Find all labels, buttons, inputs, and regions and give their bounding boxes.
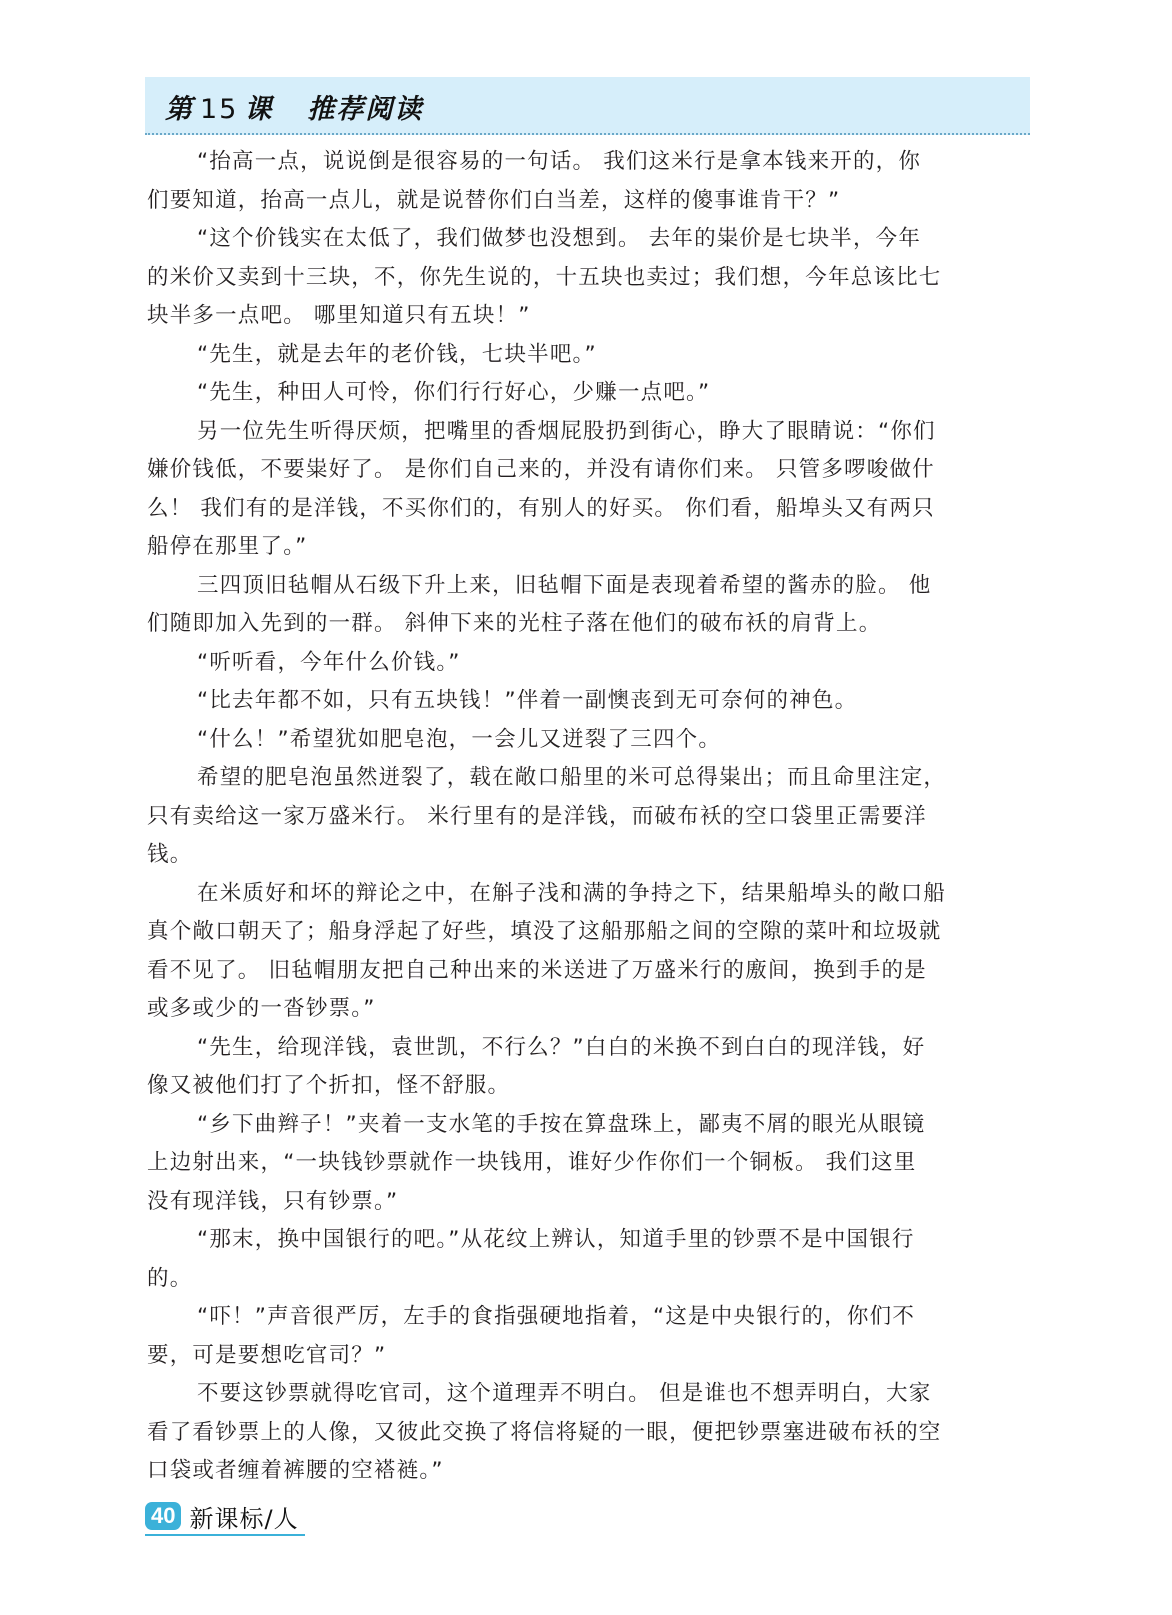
text-line: “比去年都不如，只有五块钱！”伴着一副懊丧到无可奈何的神色。 <box>197 688 858 713</box>
text-line: “抬高一点，说说倒是很容易的一句话。 我们这米行是拿本钱来开的，你 <box>197 149 922 174</box>
lesson-number: 15 <box>200 94 239 125</box>
lesson-title <box>165 87 423 126</box>
text-line: 块半多一点吧。 哪里知道只有五块！” <box>147 303 531 328</box>
book-label: 新课标/人 <box>189 1504 299 1533</box>
text-line: 或多或少的一沓钞票。” <box>147 996 376 1021</box>
text-line: 口袋或者缠着裤腰的空褡裢。” <box>147 1458 444 1483</box>
text-line: 像又被他们打了个折扣，怪不舒服。 <box>147 1073 511 1098</box>
text-line: “什么！”希望犹如肥皂泡，一会儿又迸裂了三四个。 <box>197 726 722 752</box>
reading-text <box>147 143 1032 1491</box>
text-line: 另一位先生听得厌烦，把嘴里的香烟屁股扔到街心，睁大了眼睛说：“你们 <box>197 418 936 444</box>
section-title: 推荐阅读 <box>307 94 424 125</box>
text-line: “那末，换中国银行的吧。”从花纹上辨认，知道手里的钞票不是中国银行 <box>197 1227 915 1252</box>
text-line: 三四顶旧毡帽从石级下升上来，旧毡帽下面是表现着希望的酱赤的脸。 他 <box>197 572 932 598</box>
lesson-prefix: 第 <box>165 94 194 125</box>
text-line: 没有现洋钱，只有钞票。” <box>147 1188 399 1214</box>
text-line: 的。 <box>147 1265 193 1291</box>
text-line: 船停在那里了。” <box>147 534 308 559</box>
text-line: “听听看，今年什么价钱。” <box>197 649 461 675</box>
text-line: “吓！”声音很严厉，左手的食指强硬地指着，“这是中央银行的，你们不 <box>197 1304 916 1329</box>
text-line: “先生，就是去年的老价钱，七块半吧。” <box>197 341 597 367</box>
text-line: 钱。 <box>147 842 193 867</box>
text-line: 的米价又卖到十三块，不，你先生说的，十五块也卖过；我们想，今年总该比七 <box>147 264 942 290</box>
text-line: “先生，种田人可怜，你们行行好心，少赚一点吧。” <box>197 380 711 405</box>
text-line: 希望的肥皂泡虽然迸裂了，载在敞口船里的米可总得粜出；而且命里注定， <box>197 765 947 790</box>
text-line: 看了看钞票上的人像，又彼此交换了将信将疑的一眼，便把钞票塞进破布袄的空 <box>147 1419 942 1445</box>
text-line: “先生，给现洋钱，袁世凯，不行么？”白白的米换不到白白的现洋钱，好 <box>197 1034 926 1060</box>
text-line: 嫌价钱低，不要粜好了。 是你们自己来的，并没有请你们来。 只管多啰唆做什 <box>147 457 935 482</box>
page-footer <box>145 1498 305 1536</box>
lesson-suffix: 课 <box>244 94 274 125</box>
text-line: 不要这钞票就得吃官司，这个道理弄不明白。 但是谁也不想弄明白，大家 <box>197 1381 932 1406</box>
text-line: 上边射出来，“一块钱钞票就作一块钱用，谁好少作你们一个铜板。 我们这里 <box>147 1150 917 1175</box>
text-line: 们随即加入先到的一群。 斜伸下来的光柱子落在他们的破布袄的肩背上。 <box>147 611 882 636</box>
text-line: 只有卖给这一家万盛米行。 米行里有的是洋钱，而破布袄的空口袋里正需要洋 <box>147 803 927 829</box>
text-line: 么！ 我们有的是洋钱，不买你们的，有别人的好买。 你们看，船埠头又有两只 <box>147 495 935 521</box>
lesson-header <box>145 77 1030 135</box>
text-line: “乡下曲辫子！”夹着一支水笔的手按在算盘珠上，鄙夷不屑的眼光从眼镜 <box>197 1111 926 1137</box>
text-line: 真个敞口朝天了；船身浮起了好些，填没了这船那船之间的空隙的菜叶和垃圾就 <box>147 919 942 944</box>
text-line: 在米质好和坏的辩论之中，在斛子浅和满的争持之下，结果船埠头的敞口船 <box>197 880 947 906</box>
text-line: 看不见了。 旧毡帽朋友把自己种出来的米送进了万盛米行的廒间，换到手的是 <box>147 957 927 983</box>
text-line: “这个价钱实在太低了，我们做梦也没想到。 去年的粜价是七块半，今年 <box>197 226 922 251</box>
text-line: 要，可是要想吃官司？” <box>147 1342 387 1368</box>
page-number: 40 <box>145 1502 181 1530</box>
text-line: 们要知道，抬高一点儿，就是说替你们白当差，这样的傻事谁肯干？” <box>147 187 841 213</box>
